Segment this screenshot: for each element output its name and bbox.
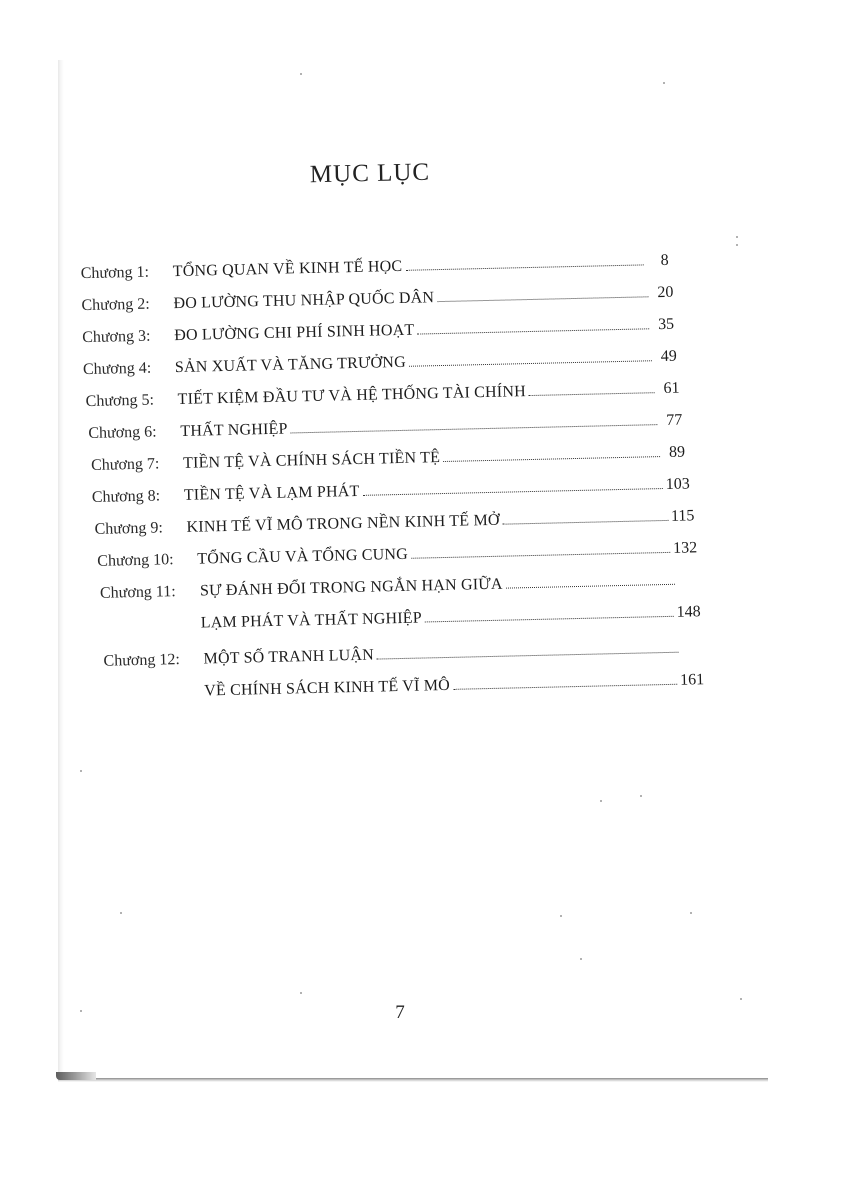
scan-speck	[740, 998, 742, 1000]
toc-entry-4	[83, 348, 677, 385]
page-ref: 132	[673, 539, 697, 558]
scan-speck	[690, 912, 692, 914]
page-ref: 35	[652, 316, 674, 334]
leader-dots	[529, 392, 655, 396]
chapter-title: TIỀN TỆ VÀ CHÍNH SÁCH TIỀN TỆ	[183, 449, 440, 473]
page-ref: 148	[676, 603, 700, 622]
page-ref: 89	[663, 444, 685, 462]
leader-dots	[437, 296, 648, 302]
toc-entry-10	[97, 539, 697, 577]
leader-dots	[503, 520, 668, 525]
scan-speck	[580, 958, 582, 960]
chapter-label	[104, 695, 204, 697]
scan-speck	[80, 770, 82, 772]
leader-dots	[377, 652, 679, 660]
chapter-title: TỔNG QUAN VỀ KINH TẾ HỌC	[173, 258, 403, 281]
scan-speck	[640, 795, 642, 797]
chapter-label: Chương 5:	[85, 391, 177, 411]
chapter-label: Chương 1:	[81, 263, 173, 283]
page-ref: 115	[671, 507, 695, 526]
leader-dots	[363, 488, 663, 496]
chapter-label: Chương 10:	[97, 551, 197, 571]
leader-dots	[443, 456, 660, 462]
toc-entry-11	[100, 571, 700, 609]
scan-speck	[560, 915, 562, 917]
toc-entry-6	[88, 412, 682, 449]
leader-dots	[418, 328, 650, 334]
page-ref: 77	[660, 412, 682, 430]
toc-entry-9	[94, 507, 694, 545]
chapter-title: MỘT SỐ TRANH LUẬN	[203, 647, 374, 669]
chapter-title: TIẾT KIỆM ĐẦU TƯ VÀ HỆ THỐNG TÀI CHÍNH	[177, 383, 526, 409]
page-number: 7	[380, 1002, 420, 1024]
chapter-title: TỔNG CẦU VÀ TỔNG CUNG	[197, 546, 408, 569]
chapter-label: Chương 4:	[83, 359, 175, 379]
chapter-label: Chương 2:	[81, 295, 173, 315]
chapter-label: Chương 9:	[94, 519, 186, 539]
scan-speck	[736, 244, 738, 246]
chapter-label: Chương 6:	[88, 423, 180, 443]
page-ref: 61	[657, 380, 679, 398]
chapter-title: SỰ ĐÁNH ĐỔI TRONG NGẮN HẠN GIỮA	[200, 576, 503, 601]
toc-entry-1	[81, 252, 669, 289]
chapter-title: SẢN XUẤT VÀ TĂNG TRƯỞNG	[175, 354, 406, 377]
scan-speck	[300, 73, 302, 75]
page-ref: 8	[646, 252, 668, 270]
page-ref: 103	[666, 475, 690, 494]
page-ref: 161	[680, 671, 704, 690]
scan-speck	[736, 236, 738, 238]
page-ref: 20	[651, 284, 673, 302]
leader-dots	[291, 424, 658, 433]
leader-dots	[506, 584, 675, 589]
toc-entry-2	[81, 284, 673, 321]
page-title: MỤC LỤC	[270, 158, 471, 190]
toc-entry-8	[92, 475, 690, 513]
chapter-title: KINH TẾ VĨ MÔ TRONG NỀN KINH TẾ MỞ	[186, 512, 499, 537]
leader-dots	[411, 552, 670, 559]
page-ref: 49	[655, 348, 677, 366]
chapter-label: Chương 11:	[100, 583, 200, 603]
toc-entry-12	[103, 639, 703, 677]
chapter-label: Chương 8:	[92, 487, 184, 507]
chapter-label	[101, 628, 201, 630]
chapter-label: Chương 3:	[82, 327, 174, 347]
chapter-title: ĐO LƯỜNG THU NHẬP QUỐC DÂN	[173, 289, 434, 313]
scan-speck	[120, 912, 122, 914]
chapter-title: VỀ CHÍNH SÁCH KINH TẾ VĨ MÔ	[204, 677, 450, 701]
scan-speck	[300, 992, 302, 994]
chapter-title: THẤT NGHIỆP	[180, 421, 288, 441]
scan-speck	[600, 800, 602, 802]
leader-dots	[409, 360, 652, 367]
chapter-label: Chương 7:	[91, 455, 183, 475]
toc-entry-7	[91, 444, 685, 481]
chapter-title: TIỀN TỆ VÀ LẠM PHÁT	[184, 483, 360, 505]
leader-dots	[425, 616, 674, 623]
chapter-label: Chương 12:	[103, 650, 203, 670]
leader-dots	[405, 264, 643, 270]
chapter-title: ĐO LƯỜNG CHI PHÍ SINH HOẠT	[174, 322, 415, 345]
toc-entry-11-continued	[101, 603, 701, 641]
scan-speck	[663, 82, 665, 84]
toc-entry-12-continued	[104, 671, 704, 709]
toc-entry-3	[82, 316, 674, 353]
leader-dots	[453, 684, 677, 690]
chapter-title: LẠM PHÁT VÀ THẤT NGHIỆP	[201, 610, 423, 633]
scan-speck	[80, 1010, 82, 1012]
toc-entry-5	[85, 380, 679, 417]
